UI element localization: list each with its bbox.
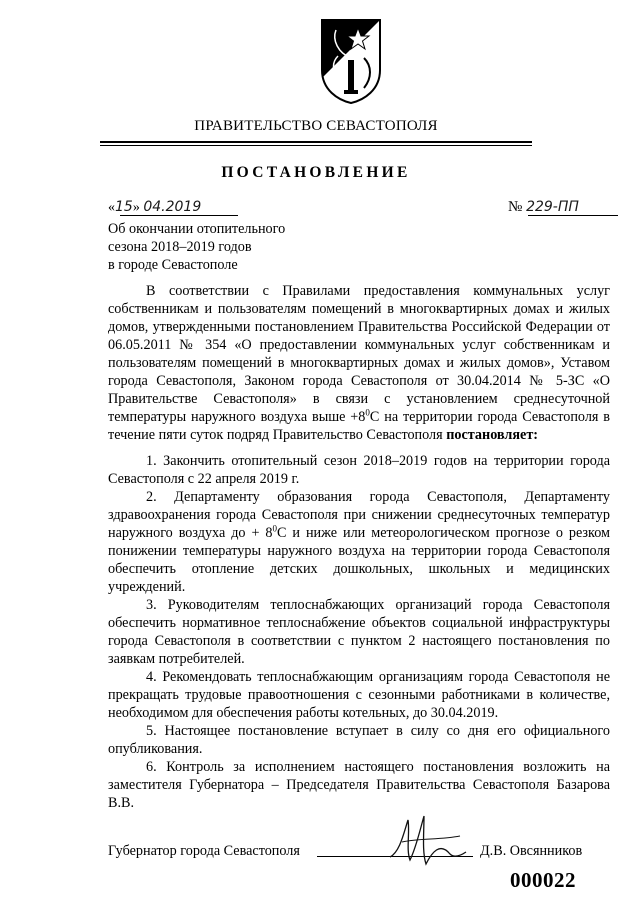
date-prefix: « — [108, 200, 115, 215]
decree-keyword: постановляет: — [446, 427, 539, 443]
date-day: 15 — [115, 199, 133, 215]
sevastopol-coat-of-arms-icon — [318, 18, 384, 104]
handwritten-signature-icon — [380, 812, 470, 867]
signatory-position: Губернатор города Севастополя — [108, 843, 300, 859]
preamble-text-cont: С на территории города Севастополя в течение пяти суток подряд Правительство Севастополя — [108, 409, 610, 443]
document-number — [508, 199, 618, 217]
clause-2 — [108, 488, 610, 596]
number-prefix: № — [508, 199, 523, 215]
degree-superscript: 0 — [365, 407, 370, 418]
clause-2-text: 2. Департаменту образования города Севастополя, Департаменту здравоохранения города Севастополя при снижении среднесуточных температур наружного воздуха до + 8 — [108, 489, 610, 541]
clause-5: 5. Настоящее постановление вступает в силу со дня его официального опубликования. — [108, 723, 610, 757]
subject-line: сезона 2018–2019 годов — [108, 239, 252, 255]
clause-2-text-cont: С и ниже или метеорологическом прогнозе о резком понижении температуры наружного воздуха на территории города Севастополя обеспечить отопление детских дошкольных, школьных и медицинских учреждений. — [108, 525, 610, 595]
serial-number: 000022 — [510, 868, 576, 892]
organization-name: ПРАВИТЕЛЬСТВО СЕВАСТОПОЛЯ — [194, 118, 438, 134]
document-type-title: ПОСТАНОВЛЕНИЕ — [221, 164, 411, 181]
clause-3: 3. Руководителям теплоснабжающих организаций города Севастополя обеспечить нормативное теплоснабжение объектов социальной инфраструктуры города Севастополя в соответствии с пунктом 2 настоящего постановления по заявкам потребителей. — [108, 597, 610, 667]
document-subject — [108, 220, 285, 274]
date-underline — [120, 215, 238, 216]
degree-superscript: 0 — [272, 523, 278, 534]
subject-line: в городе Севастополе — [108, 257, 238, 273]
clause-6: 6. Контроль за исполнением настоящего постановления возложить на заместителя Губернатора – Председателя Правительства Севастополя Базарова В.В. — [108, 759, 610, 811]
signatory-name: Д.В. Овсянников — [480, 843, 583, 859]
subject-line: Об окончании отопительного — [108, 221, 286, 237]
date-separator: » — [132, 200, 140, 215]
clause-1: 1. Закончить отопительный сезон 2018–2019 годов на территории города Севастополя с 22 апреля 2019 г. — [108, 453, 610, 487]
number-underline — [528, 215, 618, 216]
document-date — [108, 199, 238, 217]
preamble-text: В соответствии с Правилами предоставления коммунальных услуг собственникам и пользователям помещений в многоквартирных домах и жилых домов, утвержденными постановлением Правительства Российской Федерации от 06.05.2011 № 354 «О предоставлении коммунальных услуг собственникам и пользователям помещений в многоквартирных домах и жилых домов», Уставом города Севастополя, Законом города Севастополя от 30.04.2014 № 5-ЗС «О Правительстве Севастополя» в связи с установлением среднесуточной температуры наружного воздуха выше +8 — [108, 283, 610, 425]
header-divider-thick — [100, 141, 532, 143]
document-body — [108, 282, 610, 812]
preamble-paragraph — [108, 282, 610, 444]
header-divider-thin — [100, 145, 532, 146]
date-month-year: 04.2019 — [143, 199, 202, 215]
number-value: 229-ПП — [526, 199, 579, 215]
clause-4: 4. Рекомендовать теплоснабжающим организациям города Севастополя не прекращать трудовые правоотношения с сезонными работниками в количестве, необходимом для обеспечения работы котельных, до 30.04.2019. — [108, 669, 610, 721]
